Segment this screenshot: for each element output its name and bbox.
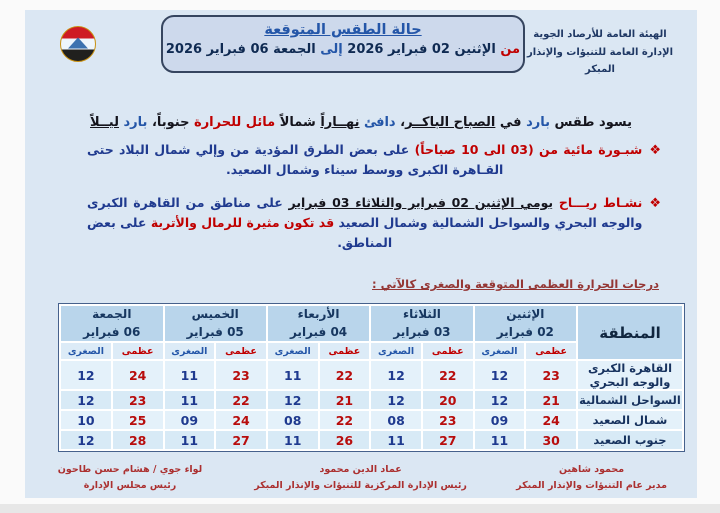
max-temp: 21 bbox=[526, 391, 576, 409]
wind-dust-note: قد تكون مثيرة للرمال والأتربة bbox=[150, 215, 335, 230]
min-temp: 12 bbox=[268, 391, 318, 409]
period-from-label: من bbox=[500, 42, 521, 57]
max-temp: 30 bbox=[526, 431, 576, 449]
document-body bbox=[25, 10, 697, 498]
signature-block bbox=[55, 462, 205, 494]
max-temp: 22 bbox=[423, 361, 473, 389]
signatory-name: محمود شاهين bbox=[558, 464, 625, 475]
summary-night: ليــلاً bbox=[90, 115, 119, 130]
min-temp: 12 bbox=[371, 361, 421, 389]
day-date: 03 فبراير bbox=[393, 324, 451, 339]
max-temp: 27 bbox=[216, 431, 266, 449]
fog-time-range: شبـورة مائية من (03 الى 10 صباحاً) bbox=[414, 142, 643, 157]
max-temp: 27 bbox=[423, 431, 473, 449]
min-temp: 11 bbox=[371, 431, 421, 449]
day-name: الإثنين bbox=[506, 307, 545, 322]
min-temp: 12 bbox=[61, 361, 111, 389]
signatory-title: مدير عام التنبؤات والإنذار المبكر bbox=[516, 480, 667, 492]
weather-summary bbox=[49, 115, 673, 130]
day-name: الخميس bbox=[191, 307, 239, 322]
max-label: عظمى bbox=[423, 343, 473, 359]
min-temp: 12 bbox=[61, 431, 111, 449]
report-title: حالة الطقس المتوقعة bbox=[264, 22, 422, 38]
min-temp: 08 bbox=[371, 411, 421, 429]
org-department: الإدارة العامة للتنبؤات والإنذار المبكر bbox=[526, 46, 673, 75]
min-temp: 12 bbox=[371, 391, 421, 409]
day-name: الأربعاء bbox=[297, 307, 340, 322]
egypt-flag-emblem-icon bbox=[60, 26, 96, 62]
fog-warning-text bbox=[87, 140, 642, 180]
signatory-name: لواء جوي / هشام حسن طاحون bbox=[57, 464, 203, 475]
max-temp: 25 bbox=[113, 411, 163, 429]
max-temp: 23 bbox=[526, 361, 576, 389]
day-date: 05 فبراير bbox=[186, 324, 244, 339]
wind-days: يومي الإثنين 02 فبراير والثلاثاء 03 فبراير bbox=[288, 195, 554, 210]
max-temp: 21 bbox=[320, 391, 370, 409]
min-temp: 08 bbox=[268, 411, 318, 429]
period-to-date: الجمعة 06 فبراير 2026 bbox=[165, 42, 321, 57]
min-temp: 10 bbox=[61, 411, 111, 429]
day-header bbox=[475, 306, 576, 341]
min-temp: 09 bbox=[475, 411, 525, 429]
day-date: 06 فبراير bbox=[83, 324, 141, 339]
table-row bbox=[61, 391, 682, 409]
summary-text: يسود طقس bbox=[550, 115, 632, 130]
summary-text: جنوباً، bbox=[147, 115, 195, 130]
summary-early-morning: الصباح الباكــر bbox=[405, 115, 496, 130]
wind-activity: نشـاط ريـــاح bbox=[553, 195, 643, 210]
summary-hot-leaning: مائل للحرارة bbox=[194, 115, 276, 130]
min-temp: 11 bbox=[268, 361, 318, 389]
diamond-bullet-icon: ❖ bbox=[649, 196, 661, 211]
page-edge bbox=[0, 504, 720, 513]
max-temp: 28 bbox=[113, 431, 163, 449]
day-date: 04 فبراير bbox=[289, 324, 348, 339]
org-header bbox=[511, 26, 689, 79]
signatory-name: عماد الدين محمود bbox=[319, 464, 402, 475]
org-name: الهيئة العامة للأرصاد الجوية bbox=[533, 29, 667, 40]
temps-table-wrap bbox=[58, 303, 685, 452]
max-temp: 26 bbox=[320, 431, 370, 449]
report-period bbox=[163, 42, 523, 57]
period-from-date: الإثنين 02 فبراير 2026 bbox=[342, 42, 501, 57]
max-temp: 24 bbox=[216, 411, 266, 429]
max-temp: 22 bbox=[320, 361, 370, 389]
min-label: الصغرى bbox=[61, 343, 111, 359]
max-label: عظمى bbox=[113, 343, 163, 359]
region-name: شمال الصعيد bbox=[578, 411, 682, 429]
max-temp: 22 bbox=[320, 411, 370, 429]
signatures bbox=[55, 462, 667, 494]
max-temp: 22 bbox=[216, 391, 266, 409]
max-label: عظمى bbox=[216, 343, 266, 359]
signatory-title: رئيس مجلس الإدارة bbox=[83, 480, 177, 492]
max-temp: 23 bbox=[216, 361, 266, 389]
region-column-header: المنطقة bbox=[578, 306, 682, 359]
day-header bbox=[165, 306, 266, 341]
min-label: الصغرى bbox=[475, 343, 525, 359]
min-label: الصغرى bbox=[268, 343, 318, 359]
summary-cold2: بارد bbox=[123, 115, 148, 130]
max-temp: 24 bbox=[113, 361, 163, 389]
summary-cold: بارد bbox=[526, 115, 551, 130]
day-header bbox=[268, 306, 369, 341]
region-name: جنوب الصعيد bbox=[578, 431, 682, 449]
temps-table-head bbox=[61, 306, 682, 359]
summary-text: شمالاً bbox=[275, 115, 321, 130]
max-temp: 23 bbox=[423, 411, 473, 429]
table-header-row bbox=[61, 306, 682, 341]
min-label: الصغرى bbox=[165, 343, 215, 359]
title-box bbox=[161, 15, 525, 73]
min-temp: 12 bbox=[475, 391, 525, 409]
wind-areas2: على بعض المناطق. bbox=[87, 215, 393, 250]
min-temp: 11 bbox=[165, 361, 215, 389]
region-name: السواحل الشمالية bbox=[579, 393, 681, 407]
signature-block bbox=[254, 462, 467, 494]
wind-areas: على مناطق من القاهرة الكبرى والوجه البحري والسواحل الشمالية وشمال الصعيد bbox=[87, 195, 643, 230]
mountain-icon bbox=[68, 37, 88, 48]
min-label: الصغرى bbox=[371, 343, 421, 359]
max-label: عظمى bbox=[320, 343, 370, 359]
fog-areas: على بعض الطرق المؤدية من وإلي شمال البلاد حتى القـاهرة الكبرى ووسط سيناء وشمال الصعيد. bbox=[87, 142, 504, 177]
summary-daytime: نهــاراً bbox=[320, 115, 360, 130]
temps-table-body bbox=[61, 361, 682, 449]
temps-table bbox=[58, 303, 685, 452]
min-temp: 11 bbox=[475, 431, 525, 449]
day-header bbox=[61, 306, 163, 341]
day-header bbox=[371, 306, 472, 341]
max-temp: 23 bbox=[113, 391, 163, 409]
min-temp: 11 bbox=[165, 391, 215, 409]
min-temp: 12 bbox=[475, 361, 525, 389]
max-label: عظمى bbox=[526, 343, 576, 359]
day-name: الجمعة bbox=[92, 307, 132, 322]
table-row bbox=[61, 431, 682, 449]
summary-text: في bbox=[495, 115, 527, 130]
wind-warning-text bbox=[87, 193, 642, 253]
period-to-label: إلى bbox=[320, 42, 343, 57]
wind-warning bbox=[87, 193, 661, 253]
signatory-title: رئيس الإدارة المركزية للتنبؤات والإنذار المبكر bbox=[254, 480, 467, 492]
min-temp: 09 bbox=[165, 411, 215, 429]
signature-block bbox=[516, 462, 667, 494]
day-date: 02 فبراير bbox=[496, 324, 554, 339]
min-temp: 12 bbox=[61, 391, 111, 409]
summary-text: ، bbox=[395, 115, 406, 130]
day-name: الثلاثاء bbox=[403, 307, 441, 322]
min-temp: 11 bbox=[268, 431, 318, 449]
temps-table-title: درجات الحرارة العظمى المتوقعة والصغرى كالآتي : bbox=[372, 277, 659, 291]
max-temp: 20 bbox=[423, 391, 473, 409]
max-temp: 24 bbox=[526, 411, 576, 429]
summary-warm: دافئ bbox=[364, 115, 396, 130]
table-row bbox=[61, 361, 682, 389]
met-authority-logo bbox=[53, 19, 103, 69]
table-row bbox=[61, 411, 682, 429]
fog-warning bbox=[87, 140, 661, 180]
region-name: القاهرة الكبرى والوجه البحري bbox=[578, 361, 682, 389]
min-temp: 11 bbox=[165, 431, 215, 449]
diamond-bullet-icon: ❖ bbox=[649, 143, 661, 158]
